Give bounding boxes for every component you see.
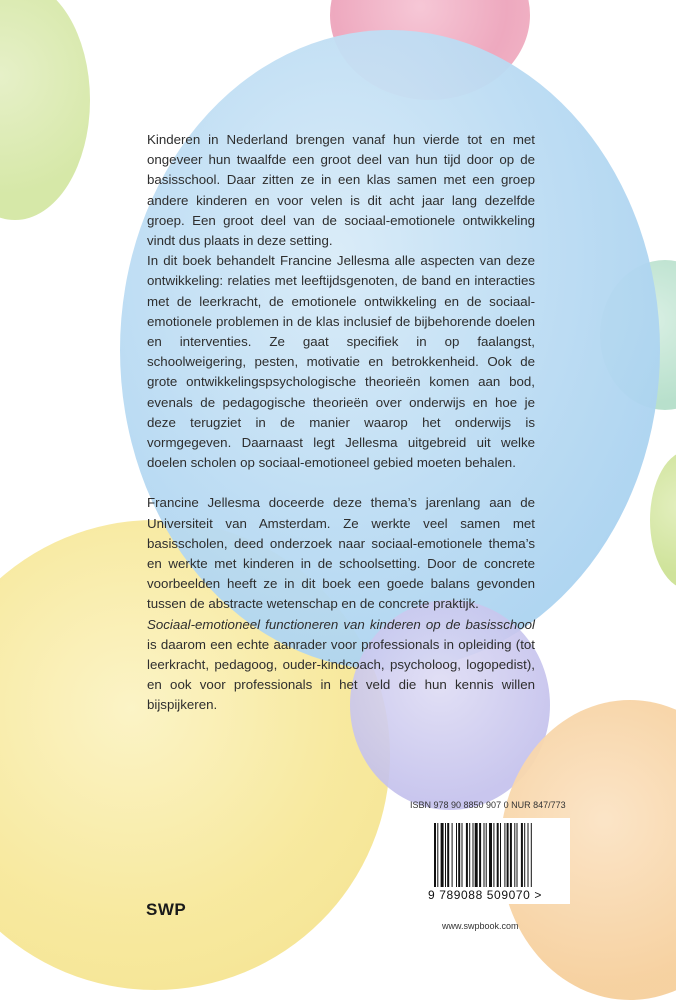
recommendation-text: is daarom een echte aanrader voor professionals in opleiding (tot leerkracht, pedagoog, ouder-kindcoach, psycholoog, logopedist), en ook voor professionals in het veld die hun kennis willen bijspijkeren.	[147, 636, 535, 713]
barcode-digits: 9 789088 509070 >	[428, 888, 542, 902]
decorative-bubble-green	[0, 0, 90, 220]
publisher-website: www.swpbook.com	[442, 921, 519, 931]
back-cover-text	[147, 130, 535, 716]
paragraph-intro: Kinderen in Nederland brengen vanaf hun vierde tot en met ongeveer hun twaalfde een groot deel van hun tijd door op de basisschool. Daar zitten ze in een klas samen met een groep andere kinderen en voor velen is dit acht jaar lang dezelfde groep. Een groot deel van de sociaal-emotionele ontwikkeling vindt dus plaats in deze setting.	[147, 132, 535, 249]
isbn-label: ISBN 978 90 8850 907 0 NUR 847/773	[410, 800, 566, 810]
paragraph-author: Francine Jellesma doceerde deze thema’s jarenlang aan de Universiteit van Amsterdam. Ze werkte veel samen met basisscholen, deed onderzoek naar sociaal-emotionele thema’s en werkte met kinderen in de schoolsetting. Door de concrete voorbeelden heeft ze in dit boek een goede balans gevonden tussen de abstracte wetenschap en de concrete praktijk.	[147, 495, 535, 612]
book-title-italic: Sociaal-emotioneel functioneren van kinderen op de basisschool	[147, 616, 535, 632]
publisher-logo: SWP	[146, 900, 187, 919]
paragraph-recommendation	[147, 615, 535, 716]
barcode	[428, 818, 570, 904]
paragraph-content: In dit boek behandelt Francine Jellesma alle aspecten van deze ontwikkeling: relaties met leeftijdsgenoten, de band en interacties met de leerkracht, de emotionele ontwikkeling en de sociaal-emotionele problemen in de klas inclusief de bijbehorende doelen en interventies. Ze gaat specifiek in op faalangst, schoolweigering, pesten, motivatie en betrokkenheid. Ook de grote ontwikkelingspsychologische theorieën komen aan bod, evenals de pedagogische theorieën over onderwijs en hoe je deze terugziet in de manier waarop het onderwijs is vormgegeven. Daarnaast legt Jellesma uitgebreid uit welke doelen scholen op sociaal-emotioneel gebied moeten behalen.	[147, 253, 535, 471]
barcode-bars	[434, 823, 564, 887]
decorative-bubble-lime	[650, 450, 676, 590]
